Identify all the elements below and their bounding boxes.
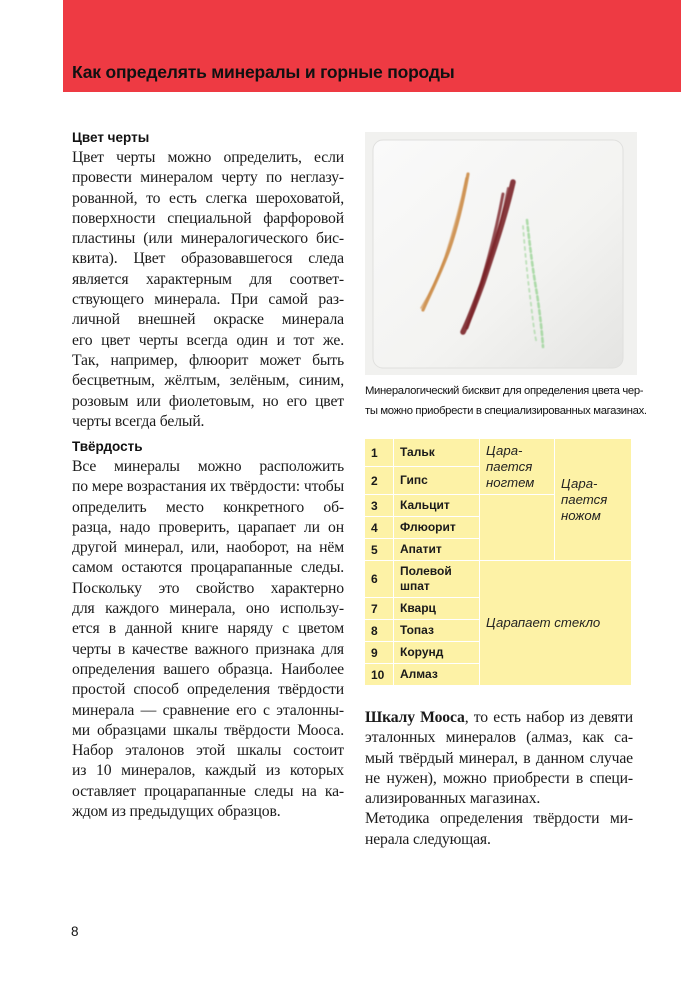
mineral-number: 9	[365, 642, 394, 664]
mineral-number: 4	[365, 517, 394, 539]
mineral-name: Кальцит	[394, 495, 480, 517]
text-line: Все минералы можно расположить	[72, 458, 344, 475]
table-row	[365, 439, 632, 467]
streak-heading: Цвет черты	[72, 130, 150, 145]
mohs-scale-table	[364, 438, 632, 686]
text-fragment: , то есть набор из девяти	[464, 709, 633, 726]
text-line: из 10 минералов, каждый из которых	[72, 762, 344, 780]
text-line: его цвет черты всегда один и тот же.	[72, 331, 344, 349]
group-knife	[555, 439, 632, 561]
group-knife-label: Цара- пается ножом	[561, 475, 608, 523]
photo-caption	[365, 382, 647, 421]
mohs-text-section	[365, 708, 633, 850]
text-line: пластины (или минералогического бис-	[72, 230, 344, 248]
streak-plate-photo	[365, 132, 637, 375]
text-line: Набор эталонов этой шкалы состоит	[72, 742, 344, 760]
text-line: не нужен), можно приобрести в специ-	[365, 769, 633, 787]
mineral-name: Топаз	[394, 620, 480, 642]
text-line: самом остаются процарапанные следы.	[72, 559, 344, 577]
text-line: ализированных магазинах.	[365, 790, 541, 808]
text-line: эталонных минералов (алмаз, как са-	[365, 729, 633, 747]
mineral-number: 7	[365, 598, 394, 620]
text-line: является характерным для соответ-	[72, 270, 344, 288]
text-line: розовым или фиолетовым, но его цвет	[72, 392, 344, 410]
mohs-bold-lead: Шкалу Мооса	[365, 709, 465, 726]
text-line	[365, 708, 633, 728]
group-nail	[480, 439, 555, 495]
text-line: ется в данной книге наряду с цветом	[72, 620, 344, 638]
mineral-name: Полевой шпат	[394, 561, 480, 598]
text-line: Цвет черты можно определить, если	[72, 149, 344, 166]
mineral-name: Корунд	[394, 642, 480, 664]
mohs-paragraph	[365, 708, 633, 850]
text-line: ждом из предыдущих образцов.	[72, 803, 281, 821]
mineral-number: 1	[365, 439, 394, 467]
text-line: квита). Цвет образовавшегося следа	[72, 250, 344, 268]
hardness-section	[72, 437, 344, 822]
mineral-number: 10	[365, 664, 394, 686]
text-line: Поскольку это свойство характерно	[72, 579, 344, 597]
streak-section	[72, 128, 344, 432]
text-line: личной внешней окраске минерала	[72, 311, 344, 329]
text-line: другой минерал, или, наоборот, на нём	[72, 539, 344, 557]
text-line: рованной, то есть слегка шероховатой,	[72, 189, 344, 207]
group-glass-label: Царапает стекло	[486, 615, 601, 630]
text-line: для каждого минерала, оно использу-	[72, 600, 344, 618]
text-line: черты в качестве важного признака для	[72, 640, 344, 658]
mineral-name: Тальк	[394, 439, 480, 467]
page-number: 8	[71, 924, 79, 939]
hardness-paragraph	[72, 457, 344, 822]
text-line: простой способ определения твёрдости	[72, 681, 344, 699]
hardness-heading: Твёрдость	[72, 439, 143, 454]
text-line: мый твёрдый минерал, в данном случае	[365, 749, 633, 767]
text-line: ствующего минерала. При самой раз-	[72, 291, 344, 309]
caption-line: ты можно приобрести в специализированных магазинах.	[365, 404, 647, 417]
text-line: Методика определения твёрдости ми-	[365, 810, 633, 828]
text-line: оставляет процарапанные следы на ка-	[72, 782, 344, 800]
text-line: ми образцами шкалы твёрдости Мооса.	[72, 721, 344, 739]
mineral-number: 2	[365, 467, 394, 495]
mineral-name: Кварц	[394, 598, 480, 620]
mineral-name: Флюорит	[394, 517, 480, 539]
porcelain-tile	[373, 140, 623, 368]
text-line: по мере возрастания их твёрдости: чтобы	[72, 478, 344, 496]
text-line: определить место конкретного об-	[72, 498, 344, 516]
text-line: нерала следующая.	[365, 830, 491, 848]
mineral-number: 6	[365, 561, 394, 598]
empty-cell	[480, 495, 555, 561]
group-glass	[480, 561, 632, 686]
text-line: бесцветным, жёлтым, зелёным, синим,	[72, 372, 344, 390]
caption-line: Минералогический бисквит для определения цвета чер-	[365, 385, 644, 397]
text-line: поверхности специальной фарфоровой	[72, 209, 344, 227]
mineral-number: 3	[365, 495, 394, 517]
streak-plate-image	[365, 132, 637, 375]
mineral-name: Апатит	[394, 539, 480, 561]
mineral-name: Гипс	[394, 467, 480, 495]
text-line: провести минералом черту по неглазу-	[72, 169, 344, 187]
mineral-number: 8	[365, 620, 394, 642]
streak-paragraph	[72, 148, 344, 432]
text-line: Так, например, флюорит может быть	[72, 351, 344, 369]
mineral-name: Алмаз	[394, 664, 480, 686]
mineral-number: 5	[365, 539, 394, 561]
table-row	[365, 561, 632, 598]
text-line: разца, надо проверить, царапает ли он	[72, 518, 344, 536]
group-nail-label: Цара- пается ногтем	[486, 442, 535, 490]
page-title: Как определять минералы и горные породы	[72, 62, 455, 82]
text-line: минерала — сравнение его с эталонны-	[72, 701, 344, 719]
text-line: черты всегда белый.	[72, 412, 205, 430]
text-line: определения вашего образца. Наиболее	[72, 660, 344, 678]
